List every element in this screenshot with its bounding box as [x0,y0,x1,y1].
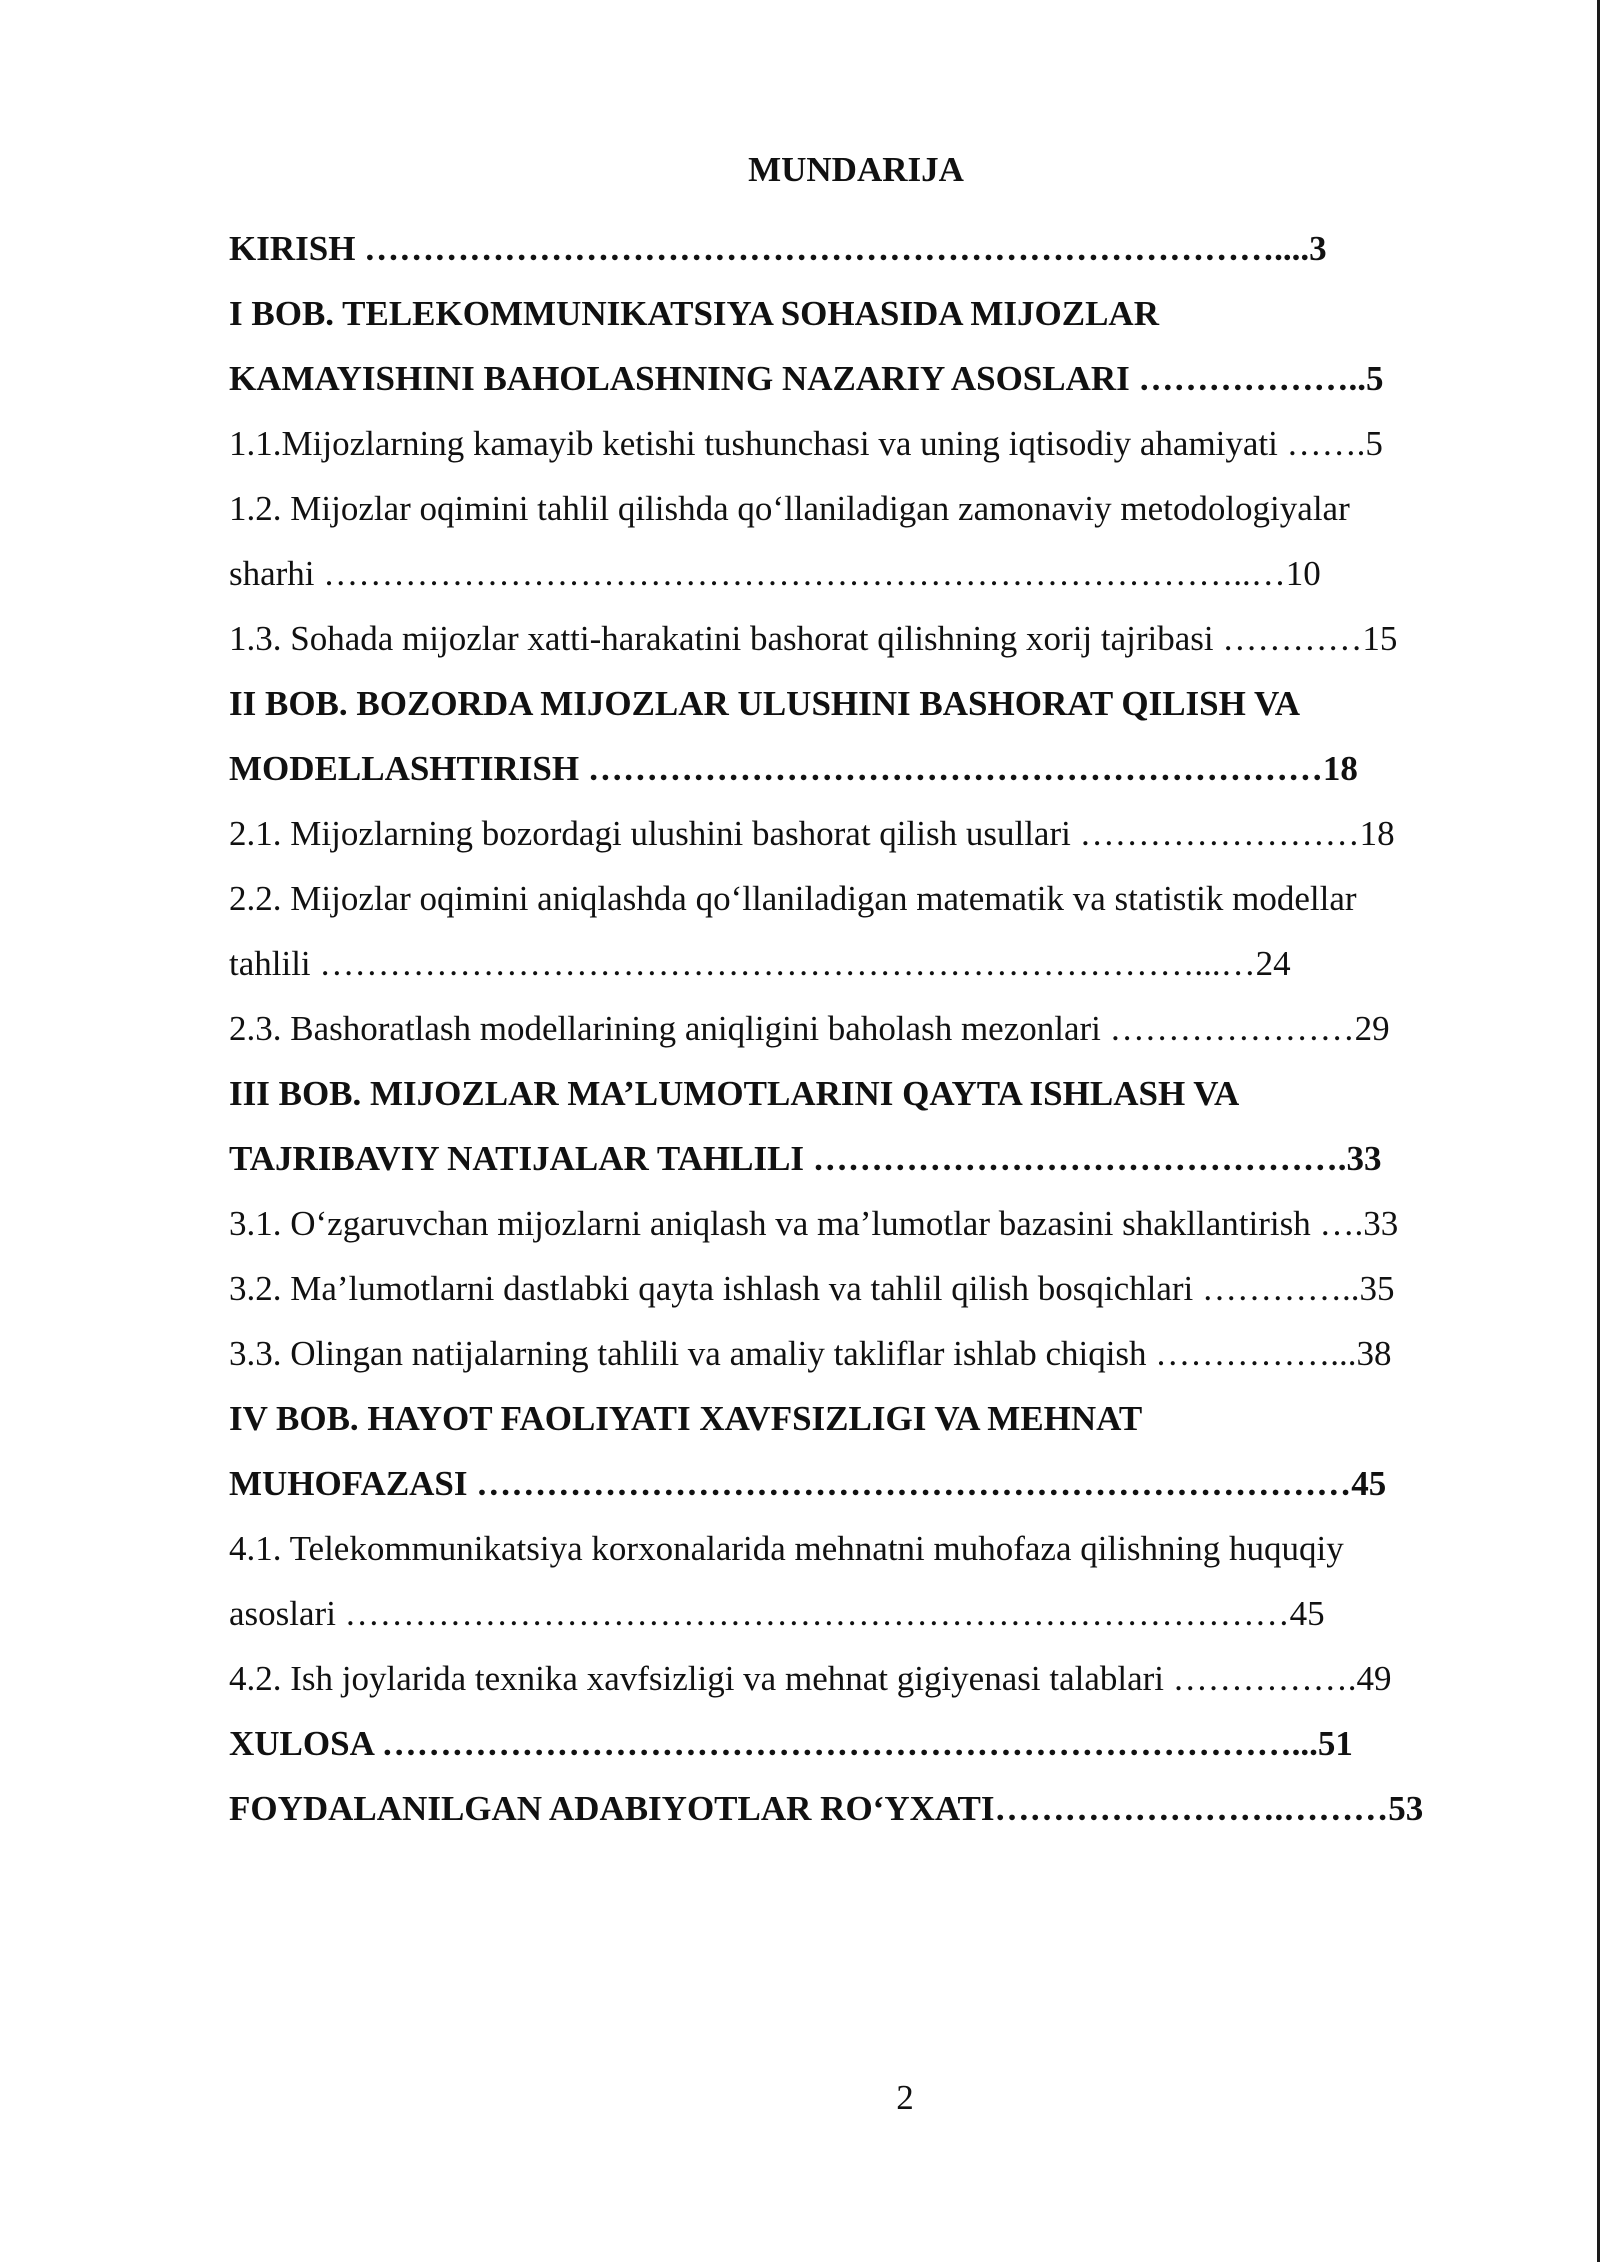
toc-line: KAMAYISHINI BAHOLASHNING NAZARIY ASOSLARI ………………..5 [229,359,1384,398]
toc-line: 1.1.Mijozlarning kamayib ketishi tushunchasi va uning iqtisodiy ahamiyati …….5 [229,424,1383,463]
toc-line: 2.3. Bashoratlash modellarining aniqligini baholash mezonlari …………………29 [229,1009,1390,1048]
toc-line: 3.1. O‘zgaruvchan mijozlarni aniqlash va ma’lumotlar bazasini shakllantirish ….33 [229,1204,1399,1243]
toc-line: FOYDALANILGAN ADABIYOTLAR RO‘YXATI…………………….………53 [229,1789,1424,1828]
toc-line: 2.2. Mijozlar oqimini aniqlashda qo‘llaniladigan matematik va statistik modellar [229,879,1357,918]
toc-line: tahlili …………………………………………………………………...…24 [229,944,1291,983]
page-title: MUNDARIJA [748,150,964,189]
toc-line: MODELLASHTIRISH ………………………………………………………18 [229,749,1358,788]
toc-line: III BOB. MIJOZLAR MA’LUMOTLARINI QAYTA ISHLASH VA [229,1074,1240,1113]
toc-line: KIRISH ……………………………………………………………………....3 [229,229,1327,268]
toc-line: XULOSA ……………………………………………………………………...51 [229,1724,1353,1763]
toc-line: II BOB. BOZORDA MIJOZLAR ULUSHINI BASHORAT QILISH VA [229,684,1301,723]
toc-line: asoslari ………………………………………………………………………45 [229,1594,1325,1633]
page-number: 2 [896,2078,914,2117]
toc-line: 4.1. Telekommunikatsiya korxonalarida mehnatni muhofaza qilishning huquqiy [229,1529,1344,1568]
toc-line: TAJRIBAVIY NATIJALAR TAHLILI ……………………………………….33 [229,1139,1382,1178]
toc-line: 3.3. Olingan natijalarning tahlili va amaliy takliflar ishlab chiqish ……………...38 [229,1334,1392,1373]
toc-line: sharhi ……………………………………………………………………..…10 [229,554,1321,593]
table-of-contents [229,216,1487,1841]
toc-line: 3.2. Ma’lumotlarni dastlabki qayta ishlash va tahlil qilish bosqichlari …………..35 [229,1269,1395,1308]
toc-line: IV BOB. HAYOT FAOLIYATI XAVFSIZLIGI VA MEHNAT [229,1399,1143,1438]
toc-line: 2.1. Mijozlarning bozordagi ulushini bashorat qilish usullari ……………………18 [229,814,1395,853]
toc-line: MUHOFAZASI …………………………………………………………………45 [229,1464,1387,1503]
toc-line: 1.3. Sohada mijozlar xatti-harakatini bashorat qilishning xorij tajribasi …………15 [229,619,1398,658]
toc-line: 4.2. Ish joylarida texnika xavfsizligi va mehnat gigiyenasi talablari …………….49 [229,1659,1392,1698]
toc-line: 1.2. Mijozlar oqimini tahlil qilishda qo‘llaniladigan zamonaviy metodologiyalar [229,489,1350,528]
toc-line: I BOB. TELEKOMMUNIKATSIYA SOHASIDA MIJOZLAR [229,294,1159,333]
